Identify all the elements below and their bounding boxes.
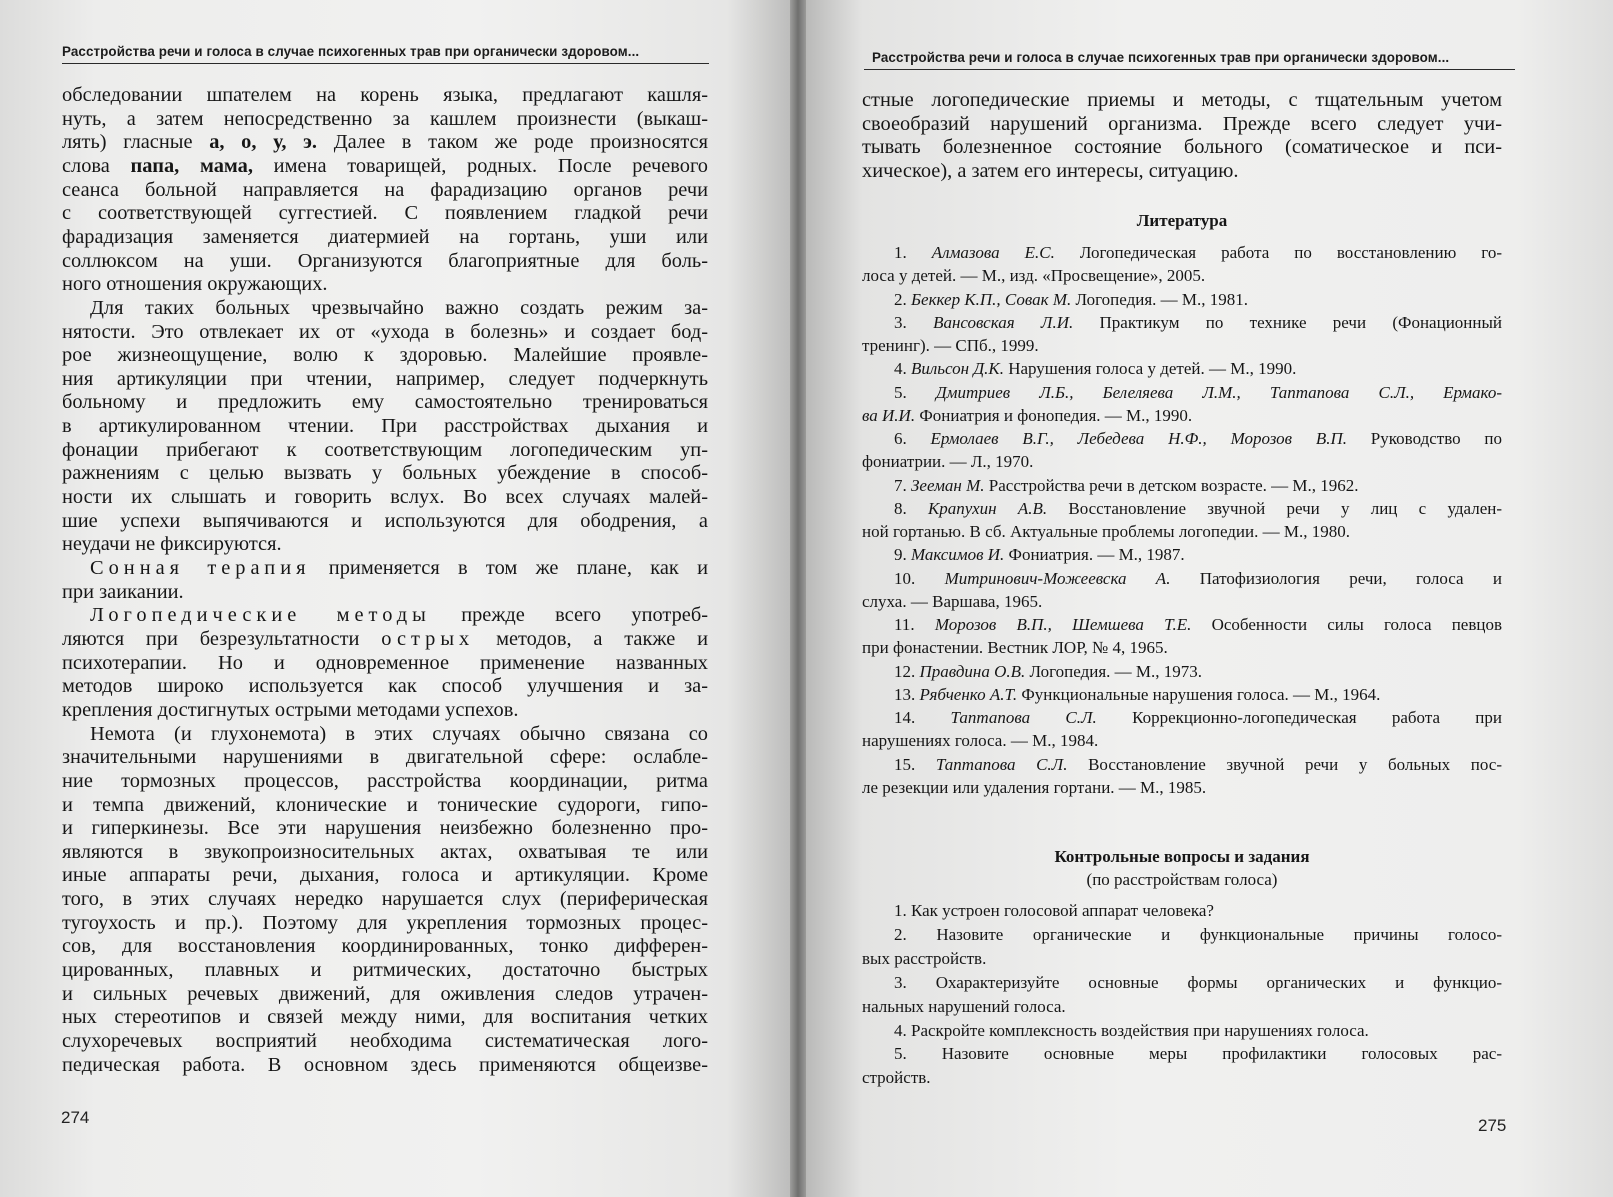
body-text-line: соллюксом на уши. Организуются благоприятные для боль- bbox=[62, 249, 708, 272]
body-text-line: методов широко используется как способ улучшения и за- bbox=[62, 675, 708, 698]
body-text-line: слухоречевых восприятий необходима систематическая лого- bbox=[62, 1030, 708, 1052]
question-line: стройств. bbox=[862, 1068, 931, 1088]
reference-line: ле резекции или удаления гортани. — М., 1985. bbox=[862, 777, 1207, 797]
question-line: 4. Раскройте комплексность воздействия при нарушениях голоса. bbox=[894, 1020, 1369, 1040]
body-text-line: ного отношения окружающих. bbox=[62, 273, 328, 296]
body-text-line: педическая работа. В основном здесь применяются общеизве- bbox=[62, 1053, 708, 1076]
body-text-line: при заикании. bbox=[62, 580, 184, 603]
body-text-line: лять) гласные а, о, у, э. Далее в таком же роде произносятся bbox=[62, 131, 708, 154]
question-line: 5. Назовите основные меры профилактики голосовых рас- bbox=[894, 1044, 1502, 1064]
reference-line: ной гортанью. В сб. Актуальные проблемы логопедии. — М., 1980. bbox=[862, 522, 1350, 541]
body-text-line: Логопедические методы прежде всего употреб- bbox=[90, 604, 708, 627]
reference-line: 3. Вансовская Л.И. Практикум по технике речи (Фонационный bbox=[894, 312, 1502, 332]
body-text-line: в артикулированном чтении. При расстройствах дыхания и bbox=[62, 415, 708, 438]
question-line: 2. Назовите органические и функциональные причины голосо- bbox=[894, 924, 1502, 944]
body-text-line: сеанса больной направляется на фарадизацию органов речи bbox=[62, 178, 708, 201]
body-text-line: крепления достигнутых острыми методами успехов. bbox=[62, 698, 519, 721]
body-text-line: больному и предложить ему самостоятельно тренироваться bbox=[62, 391, 708, 414]
reference-line: фониатрии. — Л., 1970. bbox=[862, 452, 1034, 472]
body-text-line: ния артикуляции при чтении, например, следует подчеркнуть bbox=[62, 367, 708, 390]
reference-line: 15. Таптапова С.Л. Восстановление звучной речи у больных пос- bbox=[894, 754, 1502, 774]
body-text-line: являются в звукопроизносительных актах, охватывая те или bbox=[62, 840, 708, 863]
reference-line: 1. Алмазова Е.С. Логопедическая работа по восстановлению го- bbox=[894, 243, 1502, 262]
reference-line: 5. Дмитриев Л.Б., Белеляева Л.М., Таптапова С.Л., Ермако- bbox=[894, 382, 1502, 402]
reference-line: 10. Митринович-Можеевска А. Патофизиология речи, голоса и bbox=[894, 568, 1502, 588]
reference-line: 2. Беккер К.П., Совак М. Логопедия. — М., 1981. bbox=[894, 289, 1249, 309]
body-text-line: нуть, а затем непосредственно за кашлем произнести (выкаш- bbox=[62, 107, 708, 130]
header-rule-left bbox=[62, 63, 709, 64]
reference-line: при фонастении. Вестник ЛОР, № 4, 1965. bbox=[862, 638, 1168, 658]
body-text-line: фарадизация заменяется диатермией на гортань, уши или bbox=[62, 225, 708, 248]
body-text-line: фонации прибегают к соответствующим логопедическим уп- bbox=[62, 438, 708, 461]
book-gutter bbox=[790, 0, 806, 1197]
running-head-right: Расстройства речи и голоса в случае психогенных трав при органически здоровом... bbox=[872, 50, 1450, 65]
question-line: вых расстройств. bbox=[862, 948, 987, 968]
body-text-line: и сильных речевых движений, для оживления следов утрачен- bbox=[62, 982, 708, 1005]
page-number-right: 275 bbox=[1478, 1116, 1507, 1135]
reference-line: 6. Ермолаев В.Г., Лебедева Н.Ф., Морозов В.П. Руководство по bbox=[894, 429, 1502, 448]
body-text-line: ние тормозных процессов, расстройства координации, ритма bbox=[62, 769, 708, 792]
body-text-line: значительными нарушениями в двигательной сфере: ослабле- bbox=[62, 746, 708, 769]
body-text-line: нятости. Это отвлекает их от «ухода в болезнь» и создает бод- bbox=[62, 320, 708, 343]
body-text-line: шие успехи выпячиваются и используются для ободрения, а bbox=[62, 509, 708, 532]
question-line: нальных нарушений голоса. bbox=[862, 996, 1066, 1016]
body-text-line: ных стереотипов и связей между ними, для воспитания четких bbox=[62, 1006, 708, 1029]
body-text-line: слова папа, мама, имена товарищей, родных. После речевого bbox=[62, 154, 708, 177]
reference-line: 12. Правдина О.В. Логопедия. — М., 1973. bbox=[894, 661, 1203, 681]
reference-line: тренинг). — СПб., 1999. bbox=[862, 336, 1039, 355]
reference-line: 4. Вильсон Д.К. Нарушения голоса у детей. — М., 1990. bbox=[894, 359, 1297, 379]
page-number-left: 274 bbox=[61, 1108, 90, 1127]
reference-line: 13. Рябченко А.Т. Функциональные нарушения голоса. — М., 1964. bbox=[894, 684, 1381, 704]
questions-subheading: (по расстройствам голоса) bbox=[1086, 870, 1278, 889]
body-text-line: своеобразий нарушений организма. Прежде всего следует учи- bbox=[862, 112, 1502, 135]
reference-line: слуха. — Варшава, 1965. bbox=[862, 591, 1043, 611]
body-text-line: и темпа движений, клонические и тонические судороги, гипо- bbox=[62, 793, 708, 816]
body-text-line: Немота (и глухонемота) в этих случаях обычно связана со bbox=[90, 722, 708, 745]
reference-line: 14. Таптапова С.Л. Коррекционно-логопедическая работа при bbox=[894, 708, 1502, 727]
body-text-line: ражнениям с целью вызвать у больных убеждение в способ- bbox=[62, 462, 708, 485]
right-page bbox=[806, 0, 1613, 1197]
reference-line: 7. Зееман М. Расстройства речи в детском возрасте. — М., 1962. bbox=[894, 475, 1359, 495]
body-text-line: цированных, плавных и ритмических, достаточно быстрых bbox=[62, 959, 708, 982]
reference-line: 8. Крапухин А.В. Восстановление звучной речи у лиц с удален- bbox=[894, 498, 1502, 518]
questions-heading: Контрольные вопросы и задания bbox=[1054, 847, 1310, 866]
body-text-line: стные логопедические приемы и методы, с тщательным учетом bbox=[862, 89, 1502, 111]
body-text-line: иные аппараты речи, дыхания, голоса и артикуляции. Кроме bbox=[62, 864, 708, 887]
literature-heading: Литература bbox=[1136, 211, 1228, 230]
body-text-line: тывать болезненное состояние больного (соматическое и пси- bbox=[862, 136, 1502, 158]
header-rule-right bbox=[864, 69, 1515, 70]
body-text-line: сов, для восстановления координированных, тонко дифферен- bbox=[62, 935, 708, 958]
reference-line: лоса у детей. — М., изд. «Просвещение», 2005. bbox=[862, 266, 1206, 286]
body-text-line: обследовании шпателем на корень языка, предлагают кашля- bbox=[62, 84, 708, 106]
body-text-line: с соответствующей суггестией. С появлением гладкой речи bbox=[62, 202, 708, 225]
body-text-line: ности их слышать и говорить вслух. Во всех случаях малей- bbox=[62, 486, 708, 509]
body-text-line: ляются при безрезультатности острых методов, а также и bbox=[62, 627, 708, 650]
left-page bbox=[0, 0, 790, 1197]
body-text-line: тугоухость и пр.). Поэтому для укрепления тормозных процес- bbox=[62, 911, 708, 934]
body-text-line: и гиперкинезы. Все эти нарушения неизбежно болезненно про- bbox=[62, 817, 708, 840]
body-text-line: Для таких больных чрезвычайно важно создать режим за- bbox=[90, 296, 708, 319]
body-text-line: рое жизнеощущение, волю к здоровью. Малейшие проявле- bbox=[62, 344, 708, 367]
reference-line: 11. Морозов В.П., Шемшева Т.Е. Особенности силы голоса певцов bbox=[894, 615, 1502, 634]
running-head-left: Расстройства речи и голоса в случае психогенных трав при органически здоровом... bbox=[62, 44, 640, 59]
question-line: 3. Охарактеризуйте основные формы органических и функцио- bbox=[894, 972, 1502, 992]
reference-line: ва И.И. Фониатрия и фонопедия. — М., 1990. bbox=[862, 405, 1193, 425]
reference-line: 9. Максимов И. Фониатрия. — М., 1987. bbox=[894, 545, 1185, 565]
body-text-line: психотерапии. Но и одновременное применение названных bbox=[62, 651, 708, 674]
reference-line: нарушениях голоса. — М., 1984. bbox=[862, 731, 1099, 751]
body-text-line: Сонная терапия применяется в том же плане, как и bbox=[90, 557, 708, 579]
body-text-line: того, в этих случаях нередко нарушается слух (периферическая bbox=[62, 888, 708, 911]
body-text-line: неудачи не фиксируются. bbox=[62, 533, 282, 556]
question-line: 1. Как устроен голосовой аппарат человека? bbox=[894, 901, 1214, 920]
body-text-line: хическое), а затем его интересы, ситуацию. bbox=[862, 159, 1239, 182]
